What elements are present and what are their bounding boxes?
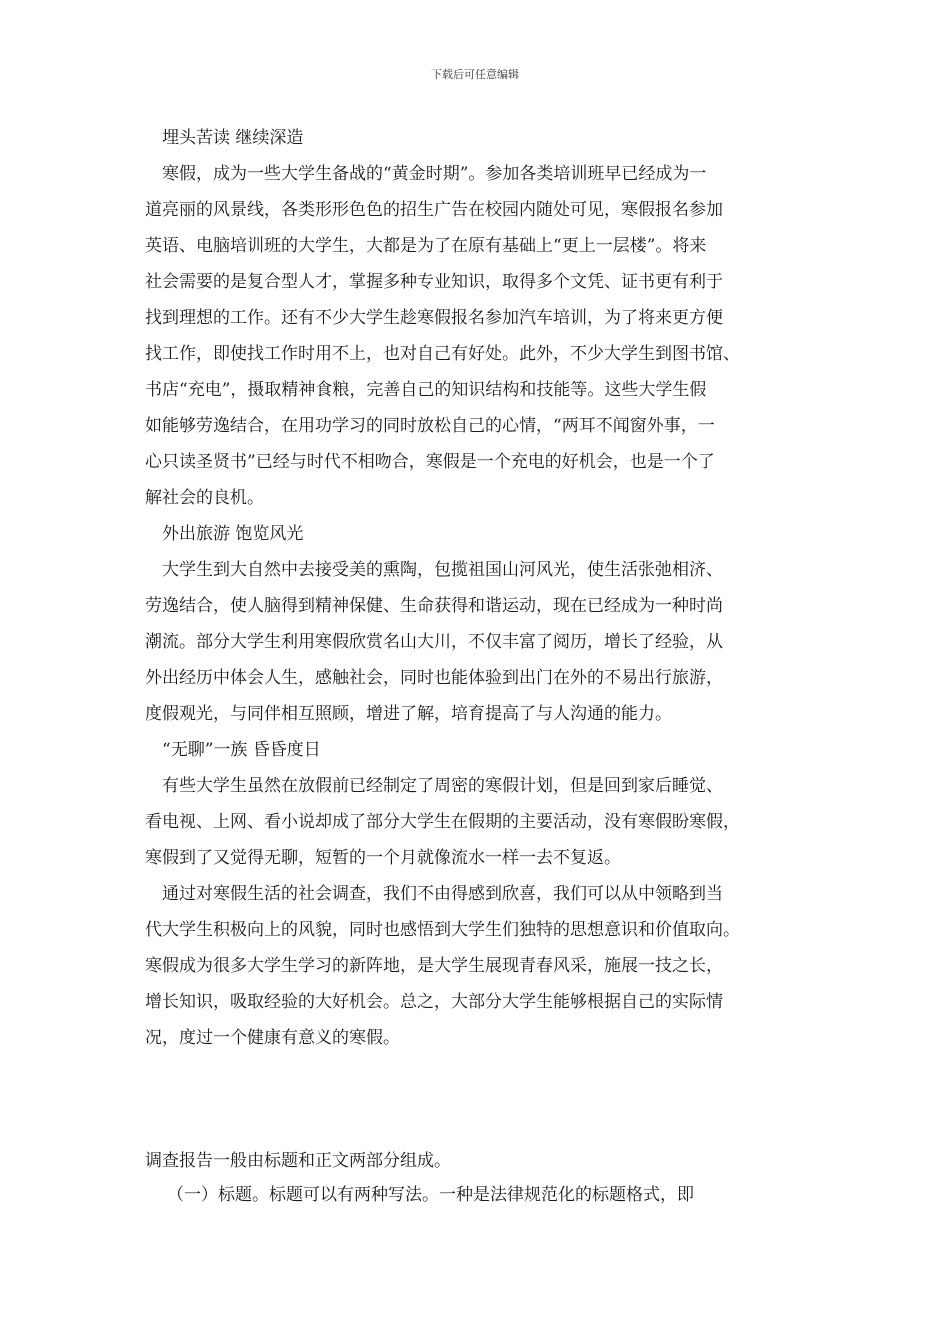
paragraph-line: 潮流。部分大学生利用寒假欣赏名山大川，不仅丰富了阅历，增长了经验，从 bbox=[145, 632, 723, 652]
paragraph-line: 看电视、上网、看小说却成了部分大学生在假期的主要活动，没有寒假盼寒假， bbox=[145, 812, 740, 832]
header-note: 下载后可任意编辑 bbox=[431, 68, 519, 81]
paragraph-line: 找到理想的工作。还有不少大学生趁寒假报名参加汽车培训，为了将来更方便 bbox=[145, 308, 723, 328]
paragraph-line: 书店“充电”，摄取精神食粮，完善自己的知识结构和技能等。这些大学生假 bbox=[145, 380, 707, 400]
paragraph-line: 寒假到了又觉得无聊，短暂的一个月就像流水一样一去不复返。 bbox=[145, 848, 621, 868]
paragraph-line: 找工作，即使找工作时用不上，也对自己有好处。此外，不少大学生到图书馆、 bbox=[145, 344, 740, 364]
paragraph-line: 增长知识，吸取经验的大好机会。总之，大部分大学生能够根据自己的实际情 bbox=[145, 992, 723, 1012]
paragraph-line: 外出经历中体会人生，感触社会，同时也能体验到出门在外的不易出行旅游， bbox=[145, 668, 723, 688]
paragraph-line: 代大学生积极向上的风貌，同时也感悟到大学生们独特的思想意识和价值取向。 bbox=[145, 920, 740, 940]
paragraph-line: 有些大学生虽然在放假前已经制定了周密的寒假计划，但是回到家后睡觉、 bbox=[162, 776, 723, 796]
section-heading: 埋头苦读 继续深造 bbox=[162, 128, 304, 148]
paragraph-line: 况，度过一个健康有意义的寒假。 bbox=[145, 1028, 400, 1048]
footer-line: 调查报告一般由标题和正文两部分组成。 bbox=[145, 1151, 451, 1171]
footer-line: （一）标题。标题可以有两种写法。一种是法律规范化的标题格式，即 bbox=[167, 1185, 694, 1205]
paragraph-line: 大学生到大自然中去接受美的熏陶，包揽祖国山河风光，使生活张弛相济、 bbox=[162, 560, 723, 580]
paragraph-line: 道亮丽的风景线，各类形形色色的招生广告在校园内随处可见，寒假报名参加 bbox=[145, 200, 723, 220]
section-heading: “无聊”一族 昏昏度日 bbox=[162, 740, 321, 760]
document-body bbox=[145, 120, 817, 1056]
paragraph-line: 心只读圣贤书”已经与时代不相吻合，寒假是一个充电的好机会，也是一个了 bbox=[145, 452, 715, 472]
paragraph-line: 通过对寒假生活的社会调查，我们不由得感到欣喜，我们可以从中领略到当 bbox=[162, 884, 723, 904]
paragraph-line: 如能够劳逸结合，在用功学习的同时放松自己的心情，“两耳不闻窗外事，一 bbox=[145, 416, 715, 436]
footer-text bbox=[145, 1144, 825, 1212]
paragraph-line: 寒假成为很多大学生学习的新阵地，是大学生展现青春风采，施展一技之长， bbox=[145, 956, 723, 976]
paragraph-line: 解社会的良机。 bbox=[145, 488, 264, 508]
paragraph-line: 劳逸结合，使人脑得到精神保健、生命获得和谐运动，现在已经成为一种时尚 bbox=[145, 596, 723, 616]
section-heading: 外出旅游 饱览风光 bbox=[162, 524, 304, 544]
paragraph-line: 社会需要的是复合型人才，掌握多种专业知识，取得多个文凭、证书更有利于 bbox=[145, 272, 723, 292]
paragraph-line: 英语、电脑培训班的大学生，大都是为了在原有基础上“更上一层楼”。将来 bbox=[145, 236, 707, 256]
paragraph-line: 寒假，成为一些大学生备战的“黄金时期”。参加各类培训班早已经成为一 bbox=[162, 164, 707, 184]
paragraph-line: 度假观光，与同伴相互照顾，增进了解，培育提高了与人沟通的能力。 bbox=[145, 704, 672, 724]
